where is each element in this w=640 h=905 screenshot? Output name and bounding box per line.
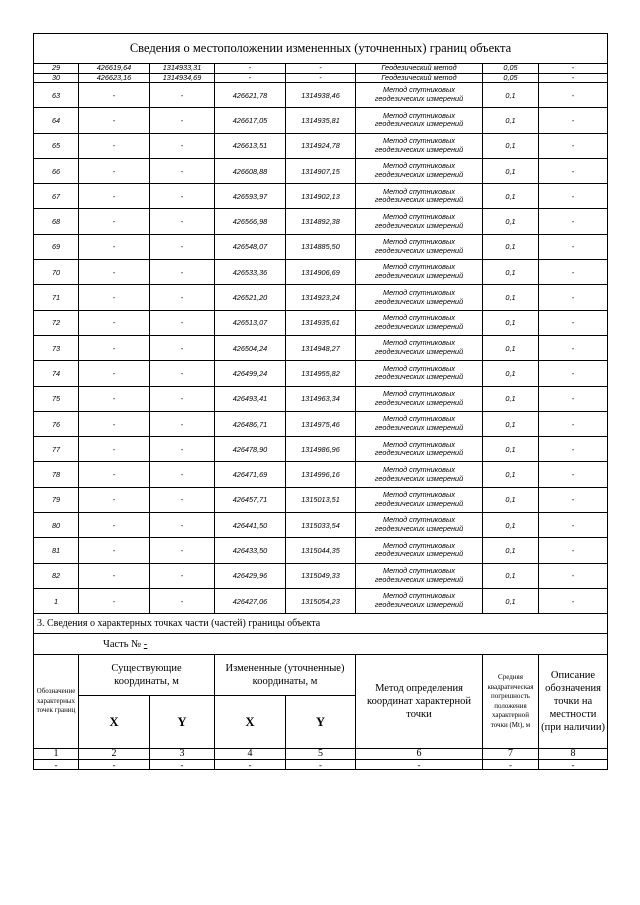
table-row xyxy=(34,411,608,436)
method-line-1: Метод спутниковых xyxy=(383,313,455,323)
changed-y-cell: 1315013,51 xyxy=(286,487,356,512)
method-cell xyxy=(356,310,483,335)
existing-y-cell: - xyxy=(150,487,215,512)
point-number-cell: 1 xyxy=(34,588,79,613)
method-line-2: геодезических измерений xyxy=(374,321,464,331)
header-changed-coordinates: Измененные (уточненные) координаты, м xyxy=(215,655,356,696)
error-cell: 0,05 xyxy=(483,73,539,83)
point-number-cell: 81 xyxy=(34,538,79,563)
empty-cell: - xyxy=(150,760,215,770)
header-mean-square-error: Средняя квадратическая погрешность положения характерной точки (Mt), м xyxy=(483,655,539,749)
table-row xyxy=(34,386,608,411)
method-line-1: Метод спутниковых xyxy=(383,262,455,272)
error-cell: 0,1 xyxy=(483,437,539,462)
method-line-2: геодезических измерений xyxy=(374,397,464,407)
method-cell xyxy=(356,285,483,310)
part-label: Часть № xyxy=(103,638,142,650)
error-cell: 0,1 xyxy=(483,209,539,234)
empty-cell: - xyxy=(356,760,483,770)
table-row xyxy=(34,158,608,183)
method-cell xyxy=(356,563,483,588)
existing-x-cell: - xyxy=(79,133,150,158)
error-cell: 0,1 xyxy=(483,411,539,436)
point-number-cell: 30 xyxy=(34,73,79,83)
method-line-2: геодезических измерений xyxy=(374,271,464,281)
table-row xyxy=(34,487,608,512)
method-line-1: Метод спутниковых xyxy=(383,110,455,120)
description-cell: - xyxy=(539,513,608,538)
empty-cell: - xyxy=(483,760,539,770)
part-number-value: - xyxy=(143,638,148,650)
column-number-cell: 5 xyxy=(286,749,356,760)
point-number-cell: 72 xyxy=(34,310,79,335)
method-line-1: Метод спутниковых xyxy=(383,591,455,601)
changed-x-cell: 426504,24 xyxy=(215,335,286,360)
error-cell: 0,1 xyxy=(483,285,539,310)
error-cell: 0,1 xyxy=(483,260,539,285)
table-row xyxy=(34,462,608,487)
changed-x-cell: 426617,05 xyxy=(215,108,286,133)
part-number-line xyxy=(34,634,608,655)
description-cell: - xyxy=(539,64,608,74)
existing-x-cell: - xyxy=(79,437,150,462)
method-cell xyxy=(356,260,483,285)
point-number-cell: 69 xyxy=(34,234,79,259)
method-cell xyxy=(356,361,483,386)
method-line-1: Метод спутниковых xyxy=(383,414,455,424)
point-number-cell: 70 xyxy=(34,260,79,285)
existing-y-cell: 1314934,69 xyxy=(150,73,215,83)
description-cell: - xyxy=(539,411,608,436)
section-3 xyxy=(34,614,608,770)
description-cell: - xyxy=(539,158,608,183)
table-row xyxy=(34,184,608,209)
point-number-cell: 63 xyxy=(34,83,79,108)
method-line-1: Метод спутниковых xyxy=(383,439,455,449)
changed-y-cell: 1314935,81 xyxy=(286,108,356,133)
description-cell: - xyxy=(539,386,608,411)
existing-x-cell: - xyxy=(79,487,150,512)
point-number-cell: 65 xyxy=(34,133,79,158)
changed-x-cell: 426493,41 xyxy=(215,386,286,411)
changed-y-cell: 1315044,35 xyxy=(286,538,356,563)
existing-y-cell: - xyxy=(150,108,215,133)
table-row xyxy=(34,588,608,613)
method-line-2: геодезических измерений xyxy=(374,119,464,129)
column-number-cell: 1 xyxy=(34,749,79,760)
changed-y-cell: 1314924,78 xyxy=(286,133,356,158)
description-cell: - xyxy=(539,83,608,108)
error-cell: 0,1 xyxy=(483,234,539,259)
point-number-cell: 80 xyxy=(34,513,79,538)
point-number-cell: 78 xyxy=(34,462,79,487)
method-line-2: геодезических измерений xyxy=(374,498,464,508)
error-cell: 0,1 xyxy=(483,462,539,487)
error-cell: 0,1 xyxy=(483,335,539,360)
changed-y-cell: 1315033,54 xyxy=(286,513,356,538)
existing-x-cell: - xyxy=(79,335,150,360)
description-cell: - xyxy=(539,588,608,613)
existing-y-cell: - xyxy=(150,310,215,335)
method-cell: Геодезический метод xyxy=(356,73,483,83)
column-number-cell: 4 xyxy=(215,749,286,760)
changed-x-cell: 426548,07 xyxy=(215,234,286,259)
changed-x-cell: 426433,50 xyxy=(215,538,286,563)
error-cell: 0,1 xyxy=(483,158,539,183)
column-numbers-row xyxy=(34,749,608,760)
point-number-cell: 79 xyxy=(34,487,79,512)
existing-y-cell: - xyxy=(150,184,215,209)
method-line-1: Метод спутниковых xyxy=(383,490,455,500)
header-point-description: Описание обозначения точки на местности (при наличии) xyxy=(539,655,608,749)
table-row xyxy=(34,563,608,588)
method-line-1: Метод спутниковых xyxy=(383,211,455,221)
method-line-2: геодезических измерений xyxy=(374,347,464,357)
existing-y-cell: - xyxy=(150,285,215,310)
column-number-cell: 7 xyxy=(483,749,539,760)
changed-y-cell: 1314948,27 xyxy=(286,335,356,360)
method-line-2: геодезических измерений xyxy=(374,574,464,584)
point-number-cell: 29 xyxy=(34,64,79,74)
table-row xyxy=(34,234,608,259)
method-cell xyxy=(356,209,483,234)
existing-y-cell: - xyxy=(150,462,215,487)
existing-y-cell: - xyxy=(150,158,215,183)
table-row xyxy=(34,361,608,386)
description-cell: - xyxy=(539,133,608,158)
changed-x-cell: 426486,71 xyxy=(215,411,286,436)
method-line-1: Метод спутниковых xyxy=(383,186,455,196)
existing-x-cell: - xyxy=(79,462,150,487)
description-cell: - xyxy=(539,260,608,285)
method-line-1: Метод спутниковых xyxy=(383,135,455,145)
changed-x-cell: 426478,90 xyxy=(215,437,286,462)
header-changed-y: Y xyxy=(286,696,356,749)
description-cell: - xyxy=(539,184,608,209)
method-cell xyxy=(356,487,483,512)
method-cell xyxy=(356,335,483,360)
existing-y-cell: - xyxy=(150,588,215,613)
point-number-cell: 75 xyxy=(34,386,79,411)
existing-y-cell: - xyxy=(150,513,215,538)
method-line-2: геодезических измерений xyxy=(374,473,464,483)
changed-x-cell: - xyxy=(215,64,286,74)
changed-x-cell: 426593,97 xyxy=(215,184,286,209)
changed-x-cell: 426533,36 xyxy=(215,260,286,285)
method-line-1: Метод спутниковых xyxy=(383,338,455,348)
error-cell: 0,1 xyxy=(483,310,539,335)
column-number-cell: 8 xyxy=(539,749,608,760)
method-line-2: геодезических измерений xyxy=(374,549,464,559)
table-row xyxy=(34,310,608,335)
empty-cell: - xyxy=(539,760,608,770)
existing-y-cell: - xyxy=(150,260,215,285)
error-cell: 0,1 xyxy=(483,361,539,386)
changed-y-cell: 1314996,16 xyxy=(286,462,356,487)
changed-y-cell: 1314935,61 xyxy=(286,310,356,335)
table-row xyxy=(34,260,608,285)
method-line-1: Метод спутниковых xyxy=(383,388,455,398)
error-cell: 0,05 xyxy=(483,64,539,74)
method-line-2: геодезических измерений xyxy=(374,94,464,104)
error-cell: 0,1 xyxy=(483,133,539,158)
changed-y-cell: - xyxy=(286,73,356,83)
error-cell: 0,1 xyxy=(483,184,539,209)
point-number-cell: 77 xyxy=(34,437,79,462)
existing-x-cell: - xyxy=(79,513,150,538)
error-cell: 0,1 xyxy=(483,538,539,563)
description-cell: - xyxy=(539,335,608,360)
table-row xyxy=(34,108,608,133)
table-row xyxy=(34,538,608,563)
description-cell: - xyxy=(539,462,608,487)
page-title: Сведения о местоположении измененных (уточненных) границ объекта xyxy=(34,34,608,64)
changed-y-cell: 1314907,15 xyxy=(286,158,356,183)
existing-x-cell: - xyxy=(79,108,150,133)
existing-y-cell: - xyxy=(150,234,215,259)
method-cell xyxy=(356,437,483,462)
changed-x-cell: - xyxy=(215,73,286,83)
method-cell xyxy=(356,538,483,563)
changed-y-cell: 1314885,50 xyxy=(286,234,356,259)
empty-cell: - xyxy=(34,760,79,770)
method-line-2: геодезических измерений xyxy=(374,220,464,230)
table-row xyxy=(34,64,608,74)
changed-y-cell: 1314892,38 xyxy=(286,209,356,234)
existing-x-cell: 426619,64 xyxy=(79,64,150,74)
changed-x-cell: 426521,20 xyxy=(215,285,286,310)
existing-x-cell: - xyxy=(79,411,150,436)
method-line-2: геодезических измерений xyxy=(374,372,464,382)
changed-y-cell: - xyxy=(286,64,356,74)
point-number-cell: 64 xyxy=(34,108,79,133)
method-line-1: Метод спутниковых xyxy=(383,287,455,297)
existing-x-cell: - xyxy=(79,158,150,183)
changed-y-cell: 1314955,82 xyxy=(286,361,356,386)
description-cell: - xyxy=(539,73,608,83)
changed-x-cell: 426499,24 xyxy=(215,361,286,386)
point-number-cell: 76 xyxy=(34,411,79,436)
method-line-2: геодезических измерений xyxy=(374,170,464,180)
header-method: Метод определения координат характерной точки xyxy=(356,655,483,749)
existing-x-cell: - xyxy=(79,285,150,310)
existing-y-cell: - xyxy=(150,411,215,436)
column-number-cell: 6 xyxy=(356,749,483,760)
description-cell: - xyxy=(539,310,608,335)
existing-x-cell: - xyxy=(79,209,150,234)
method-line-2: геодезических измерений xyxy=(374,524,464,534)
changed-y-cell: 1314902,13 xyxy=(286,184,356,209)
point-number-cell: 73 xyxy=(34,335,79,360)
existing-x-cell: - xyxy=(79,563,150,588)
method-line-1: Метод спутниковых xyxy=(383,237,455,247)
point-number-cell: 68 xyxy=(34,209,79,234)
changed-x-cell: 426427,06 xyxy=(215,588,286,613)
method-cell xyxy=(356,513,483,538)
method-line-1: Метод спутниковых xyxy=(383,515,455,525)
empty-data-row xyxy=(34,760,608,770)
changed-x-cell: 426471,69 xyxy=(215,462,286,487)
table-row xyxy=(34,285,608,310)
method-line-1: Метод спутниковых xyxy=(383,161,455,171)
method-cell xyxy=(356,386,483,411)
changed-y-cell: 1314986,96 xyxy=(286,437,356,462)
changed-y-cell: 1314923,24 xyxy=(286,285,356,310)
section-3-title: 3. Сведения о характерных точках части (частей) границы объекта xyxy=(34,614,608,634)
method-line-2: геодезических измерений xyxy=(374,423,464,432)
existing-y-cell: - xyxy=(150,563,215,588)
description-cell: - xyxy=(539,285,608,310)
point-number-cell: 71 xyxy=(34,285,79,310)
changed-y-cell: 1314906,69 xyxy=(286,260,356,285)
empty-cell: - xyxy=(215,760,286,770)
document-sheet xyxy=(33,33,607,770)
existing-y-cell: - xyxy=(150,437,215,462)
method-cell xyxy=(356,462,483,487)
changed-x-cell: 426621,78 xyxy=(215,83,286,108)
existing-y-cell: - xyxy=(150,209,215,234)
point-number-cell: 67 xyxy=(34,184,79,209)
header-existing-x: X xyxy=(79,696,150,749)
existing-x-cell: 426623,16 xyxy=(79,73,150,83)
changed-x-cell: 426457,71 xyxy=(215,487,286,512)
table-row xyxy=(34,513,608,538)
existing-y-cell: - xyxy=(150,335,215,360)
error-cell: 0,1 xyxy=(483,487,539,512)
method-line-1: Метод спутниковых xyxy=(383,565,455,575)
header-existing-coordinates: Существующие координаты, м xyxy=(79,655,215,696)
description-cell: - xyxy=(539,108,608,133)
existing-x-cell: - xyxy=(79,361,150,386)
method-cell xyxy=(356,411,483,436)
changed-x-cell: 426566,98 xyxy=(215,209,286,234)
method-cell xyxy=(356,158,483,183)
table-row xyxy=(34,133,608,158)
point-number-cell: 66 xyxy=(34,158,79,183)
method-line-2: геодезических измерений xyxy=(374,195,464,205)
error-cell: 0,1 xyxy=(483,563,539,588)
description-cell: - xyxy=(539,209,608,234)
table-row xyxy=(34,209,608,234)
method-line-2: геодезических измерений xyxy=(374,600,464,610)
existing-y-cell: - xyxy=(150,538,215,563)
header-point-designation: Обозначение характерных точек границ xyxy=(34,655,79,749)
table-row xyxy=(34,335,608,360)
header-changed-x: X xyxy=(215,696,286,749)
existing-x-cell: - xyxy=(79,234,150,259)
error-cell: 0,1 xyxy=(483,513,539,538)
error-cell: 0,1 xyxy=(483,386,539,411)
description-cell: - xyxy=(539,487,608,512)
existing-y-cell: - xyxy=(150,386,215,411)
empty-cell: - xyxy=(286,760,356,770)
changed-y-cell: 1315049,33 xyxy=(286,563,356,588)
method-cell xyxy=(356,108,483,133)
existing-x-cell: - xyxy=(79,260,150,285)
description-cell: - xyxy=(539,361,608,386)
changed-y-cell: 1314975,46 xyxy=(286,411,356,436)
description-cell: - xyxy=(539,563,608,588)
column-number-cell: 3 xyxy=(150,749,215,760)
method-cell xyxy=(356,588,483,613)
existing-x-cell: - xyxy=(79,386,150,411)
method-line-1: Метод спутниковых xyxy=(383,85,455,95)
description-cell: - xyxy=(539,538,608,563)
table-row xyxy=(34,83,608,108)
method-line-2: геодезических измерений xyxy=(374,448,464,458)
changed-y-cell: 1315054,23 xyxy=(286,588,356,613)
table-row xyxy=(34,437,608,462)
method-cell: Геодезический метод xyxy=(356,64,483,74)
method-line-1: Метод спутниковых xyxy=(383,464,455,474)
method-line-2: геодезических измерений xyxy=(374,245,464,255)
existing-y-cell: 1314933,31 xyxy=(150,64,215,74)
empty-cell: - xyxy=(79,760,150,770)
changed-x-cell: 426513,07 xyxy=(215,310,286,335)
changed-y-cell: 1314963,34 xyxy=(286,386,356,411)
existing-y-cell: - xyxy=(150,133,215,158)
method-cell xyxy=(356,83,483,108)
boundary-points-table xyxy=(33,33,608,770)
error-cell: 0,1 xyxy=(483,108,539,133)
column-number-cell: 2 xyxy=(79,749,150,760)
point-number-cell: 74 xyxy=(34,361,79,386)
table-row xyxy=(34,73,608,83)
existing-y-cell: - xyxy=(150,361,215,386)
method-line-1: Метод спутниковых xyxy=(383,540,455,550)
changed-x-cell: 426441,50 xyxy=(215,513,286,538)
method-cell xyxy=(356,184,483,209)
changed-x-cell: 426429,96 xyxy=(215,563,286,588)
header-existing-y: Y xyxy=(150,696,215,749)
method-line-1: Метод спутниковых xyxy=(383,363,455,373)
error-cell: 0,1 xyxy=(483,588,539,613)
method-line-2: геодезических измерений xyxy=(374,144,464,154)
description-cell: - xyxy=(539,234,608,259)
existing-x-cell: - xyxy=(79,538,150,563)
method-cell xyxy=(356,133,483,158)
method-line-2: геодезических измерений xyxy=(374,296,464,306)
changed-x-cell: 426608,88 xyxy=(215,158,286,183)
existing-x-cell: - xyxy=(79,310,150,335)
changed-x-cell: 426613,51 xyxy=(215,133,286,158)
existing-y-cell: - xyxy=(150,83,215,108)
description-cell: - xyxy=(539,437,608,462)
changed-y-cell: 1314938,46 xyxy=(286,83,356,108)
method-cell xyxy=(356,234,483,259)
existing-x-cell: - xyxy=(79,83,150,108)
error-cell: 0,1 xyxy=(483,83,539,108)
existing-x-cell: - xyxy=(79,184,150,209)
point-number-cell: 82 xyxy=(34,563,79,588)
existing-x-cell: - xyxy=(79,588,150,613)
